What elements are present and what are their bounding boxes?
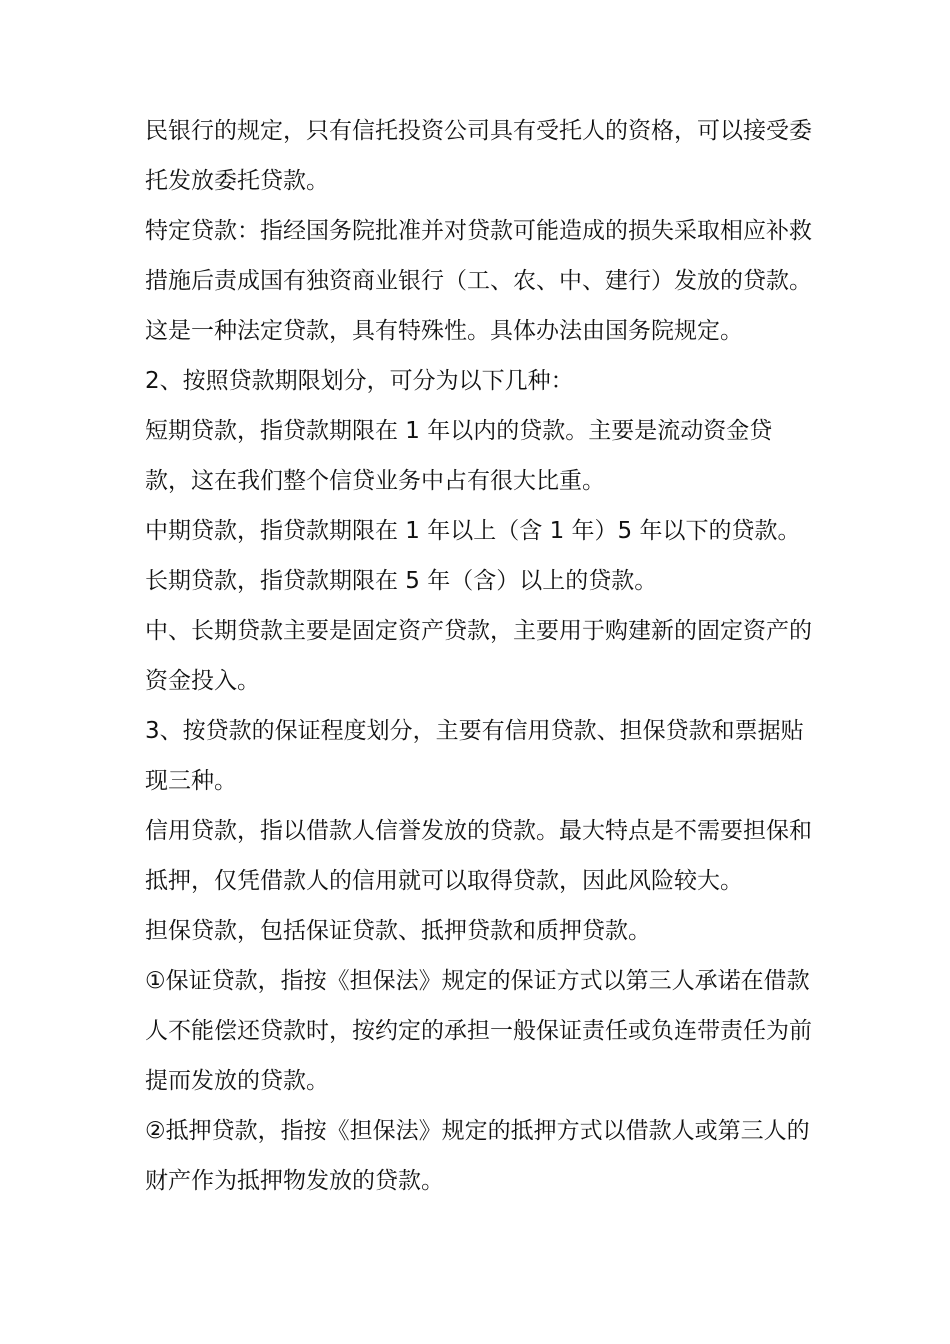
paragraph-guarantee-classification-heading: 3、按贷款的保证程度划分，主要有信用贷款、担保贷款和票据贴现三种。 [145,718,804,794]
paragraph-medium-long-term-note: 中、长期贷款主要是固定资产贷款，主要用于购建新的固定资产的资金投入。 [145,618,812,694]
document-body [145,106,815,1206]
paragraph-credit-loan: 信用贷款，指以借款人信誉发放的贷款。最大特点是不需要担保和抵押，仅凭借款人的信用就可以取得贷款，因此风险较大。 [145,818,812,894]
paragraph-short-term-loan: 短期贷款，指贷款期限在 1 年以内的贷款。主要是流动资金贷款，这在我们整个信贷业务中占有很大比重。 [145,418,773,494]
paragraph-guaranty-loan: ①保证贷款，指按《担保法》规定的保证方式以第三人承诺在借款人不能偿还贷款时，按约定的承担一般保证责任或负连带责任为前提而发放的贷款。 [145,968,812,1094]
paragraph-mortgage-loan: ②抵押贷款，指按《担保法》规定的抵押方式以借款人或第三人的财产作为抵押物发放的贷款。 [145,1118,810,1194]
paragraph-secured-loan: 担保贷款，包括保证贷款、抵押贷款和质押贷款。 [145,918,651,944]
paragraph-entrusted-loan-end: 民银行的规定，只有信托投资公司具有受托人的资格，可以接受委托发放委托贷款。 [145,118,812,194]
paragraph-term-classification-heading: 2、按照贷款期限划分，可分为以下几种： [145,368,574,394]
paragraph-long-term-loan: 长期贷款，指贷款期限在 5 年（含）以上的贷款。 [145,568,658,594]
paragraph-special-loan: 特定贷款：指经国务院批准并对贷款可能造成的损失采取相应补救措施后责成国有独资商业银行（工、农、中、建行）发放的贷款。这是一种法定贷款，具有特殊性。具体办法由国务院规定。 [145,218,812,344]
paragraph-medium-term-loan: 中期贷款，指贷款期限在 1 年以上（含 1 年）5 年以下的贷款。 [145,518,801,544]
